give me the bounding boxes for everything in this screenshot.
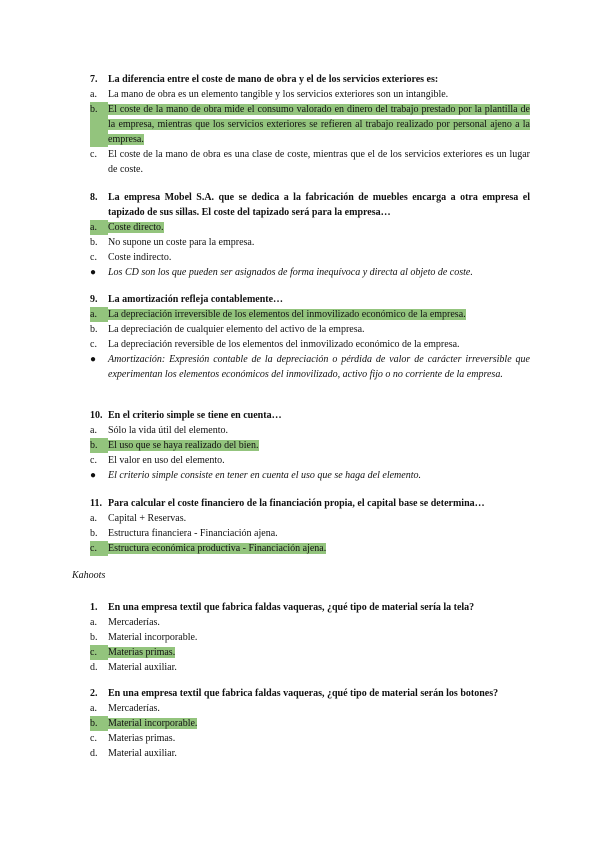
correct-answer-highlight: Material incorporable. (108, 718, 198, 729)
explanation-note: ● El criterio simple consiste en tener en cuenta el uso que se haga del elemento. (90, 470, 421, 481)
question-11 (90, 496, 530, 556)
option-c: c. Materias primas. (90, 733, 176, 744)
option-c: c. Estructura económica productiva - Financiación ajena. (90, 543, 327, 554)
question-number: 1. (90, 602, 98, 613)
correct-answer-highlight: Materias primas. (108, 647, 176, 658)
option-b: b. No supone un coste para la empresa. (90, 237, 255, 248)
question-10 (90, 408, 530, 483)
option-c: c. La depreciación reversible de los elementos del inmovilizado económico de la empresa. (90, 339, 460, 350)
option-b: b. El uso que se haya realizado del bien. (90, 440, 259, 451)
question-7 (90, 72, 530, 177)
section-heading-kahoots: Kahoots (72, 570, 106, 581)
question-title: En una empresa textil que fabrica faldas vaqueras, ¿qué tipo de material serán los botones? (108, 688, 499, 699)
correct-answer-highlight: El uso que se haya realizado del bien. (108, 440, 259, 451)
question-title: La diferencia entre el coste de mano de obra y el de los servicios exteriores es: (108, 74, 439, 85)
question-number: 7. (90, 74, 98, 85)
explanation-note: ● Amortización: Expresión contable de la depreciación o pérdida de valor de carácter irreversible que experimentan los elementos económicos del inmovilizado, activo fijo o no corriente de la empresa. (90, 354, 530, 380)
option-a: a. Mercaderías. (90, 617, 160, 628)
option-b: b. Material incorporable. (90, 632, 198, 643)
kahoot-question-2 (90, 686, 530, 761)
kahoot-question-1 (90, 600, 530, 675)
bullet-icon: ● (90, 470, 97, 481)
option-d: d. Material auxiliar. (90, 662, 177, 673)
bullet-icon: ● (90, 354, 97, 365)
question-number: 11. (90, 498, 102, 509)
option-a: a. Mercaderías. (90, 703, 160, 714)
option-a: a. Coste directo. (90, 222, 164, 233)
question-title: En el criterio simple se tiene en cuenta… (108, 410, 282, 421)
question-title: En una empresa textil que fabrica faldas vaqueras, ¿qué tipo de material sería la tela? (108, 602, 475, 613)
question-8 (90, 190, 530, 280)
option-c: c. Materias primas. (90, 647, 176, 658)
option-b: b. La depreciación de cualquier elemento del activo de la empresa. (90, 324, 365, 335)
option-b: b. Estructura financiera - Financiación ajena. (90, 528, 278, 539)
explanation-note: ● Los CD son los que pueden ser asignados de forma inequívoca y directa al objeto de coste. (90, 267, 473, 278)
question-number: 9. (90, 294, 98, 305)
option-c: c. El valor en uso del elemento. (90, 455, 225, 466)
option-a: a. La depreciación irreversible de los elementos del inmovilizado económico de la empresa. (90, 309, 466, 320)
correct-answer-highlight: Estructura económica productiva - Financiación ajena. (108, 543, 327, 554)
option-a: a. La mano de obra es un elemento tangible y los servicios exteriores son un intangible. (90, 89, 449, 100)
correct-answer-highlight: La depreciación irreversible de los elementos del inmovilizado económico de la empresa. (108, 309, 466, 320)
question-title: La empresa Mobel S.A. que se dedica a la fabricación de muebles encarga a otra empresa el tapizado de sus sillas. El coste del tapizado será para la empresa… (108, 192, 530, 218)
question-number: 2. (90, 688, 98, 699)
question-number: 8. (90, 192, 98, 203)
option-d: d. Material auxiliar. (90, 748, 177, 759)
question-9 (90, 292, 530, 382)
option-a: a. Capital + Reservas. (90, 513, 187, 524)
correct-answer-highlight: Coste directo. (108, 222, 164, 233)
option-b: b. El coste de la mano de obra mide el consumo valorado en dinero del trabajo prestado por la plantilla de la empresa, mientras que los servicios exteriores se refieren al trabajo realizado por personal ajeno a la empresa. (90, 104, 530, 145)
option-c: c. Coste indirecto. (90, 252, 172, 263)
option-b: b. Material incorporable. (90, 718, 198, 729)
question-number: 10. (90, 410, 103, 421)
question-title: Para calcular el coste financiero de la financiación propia, el capital base se determina… (108, 498, 485, 509)
option-c: c. El coste de la mano de obra es una clase de coste, mientras que el de los servicios exteriores es un lugar de coste. (90, 149, 530, 175)
option-a: a. Sólo la vida útil del elemento. (90, 425, 228, 436)
correct-answer-highlight: El coste de la mano de obra mide el consumo valorado en dinero del trabajo prestado por la plantilla de la empresa, mientras que los servicios exteriores se refieren al trabajo realizado por personal ajeno a la empresa. (108, 104, 530, 145)
bullet-icon: ● (90, 267, 97, 278)
question-title: La amortización refleja contablemente… (108, 294, 284, 305)
